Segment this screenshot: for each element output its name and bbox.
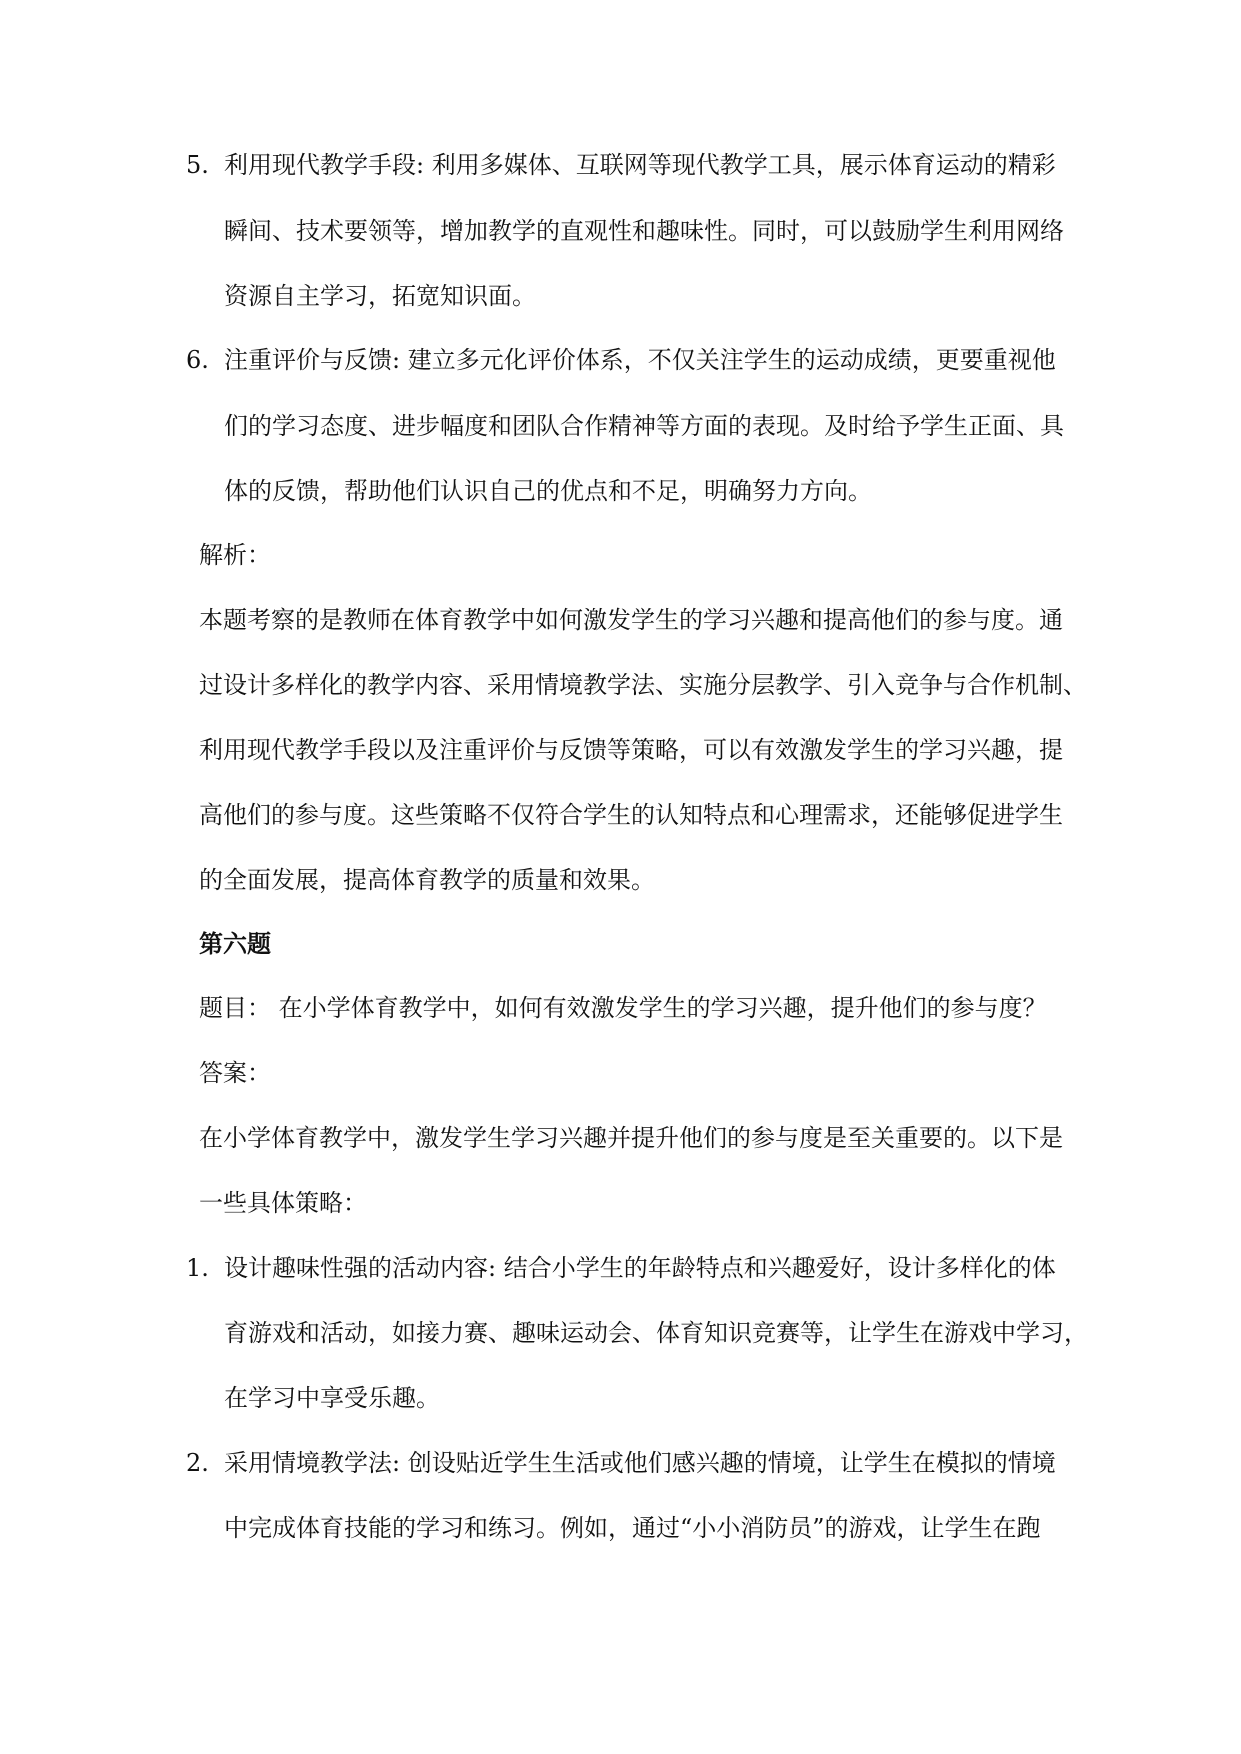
- list-number: 5.: [186, 151, 209, 179]
- list-number: 1.: [186, 1254, 209, 1282]
- intro-line: 在小学体育教学中，激发学生学习兴趣并提升他们的参与度是至关重要的。以下是: [199, 1124, 1063, 1152]
- analysis-line: 高他们的参与度。这些策略不仅符合学生的认知特点和心理需求，还能够促进学生: [199, 801, 1063, 829]
- answer-label: 答案：: [199, 1059, 271, 1087]
- analysis-line: 的全面发展，提高体育教学的质量和效果。: [199, 866, 655, 894]
- analysis-line: 利用现代教学手段以及注重评价与反馈等策略，可以有效激发学生的学习兴趣，提: [199, 736, 1063, 764]
- list-item-line: 利用现代教学手段: 利用多媒体、互联网等现代教学工具，展示体育运动的精彩: [224, 151, 1056, 179]
- analysis-line: 本题考察的是教师在体育教学中如何激发学生的学习兴趣和提高他们的参与度。通: [199, 606, 1063, 634]
- section-heading: 第六题: [199, 929, 271, 958]
- list-item-line: 在学习中享受乐趣。: [224, 1384, 440, 1412]
- analysis-line: 过设计多样化的教学内容、采用情境教学法、实施分层教学、引入竞争与合作机制、: [199, 671, 1087, 699]
- list-item-line: 育游戏和活动，如接力赛、趣味运动会、体育知识竞赛等，让学生在游戏中学习，: [224, 1319, 1088, 1347]
- intro-line: 一些具体策略：: [199, 1189, 367, 1217]
- list-item-line: 注重评价与反馈: 建立多元化评价体系，不仅关注学生的运动成绩，更要重视他: [224, 346, 1056, 374]
- list-item-line: 体的反馈，帮助他们认识自己的优点和不足，明确努力方向。: [224, 477, 872, 505]
- list-item-line: 资源自主学习，拓宽知识面。: [224, 282, 536, 310]
- list-number: 2.: [186, 1449, 209, 1477]
- list-item-line: 瞬间、技术要领等，增加教学的直观性和趣味性。同时，可以鼓励学生利用网络: [224, 217, 1064, 245]
- analysis-label: 解析：: [199, 541, 271, 569]
- list-item-line: 中完成体育技能的学习和练习。例如，通过“小小消防员”的游戏，让学生在跑: [224, 1514, 1041, 1542]
- list-item-line: 设计趣味性强的活动内容: 结合小学生的年龄特点和兴趣爱好，设计多样化的体: [224, 1254, 1056, 1282]
- list-item-line: 们的学习态度、进步幅度和团队合作精神等方面的表现。及时给予学生正面、具: [224, 412, 1064, 440]
- question-text: 题目： 在小学体育教学中，如何有效激发学生的学习兴趣，提升他们的参与度？: [199, 994, 1047, 1022]
- list-item-line: 采用情境教学法: 创设贴近学生生活或他们感兴趣的情境，让学生在模拟的情境: [224, 1449, 1056, 1477]
- list-number: 6.: [186, 346, 209, 374]
